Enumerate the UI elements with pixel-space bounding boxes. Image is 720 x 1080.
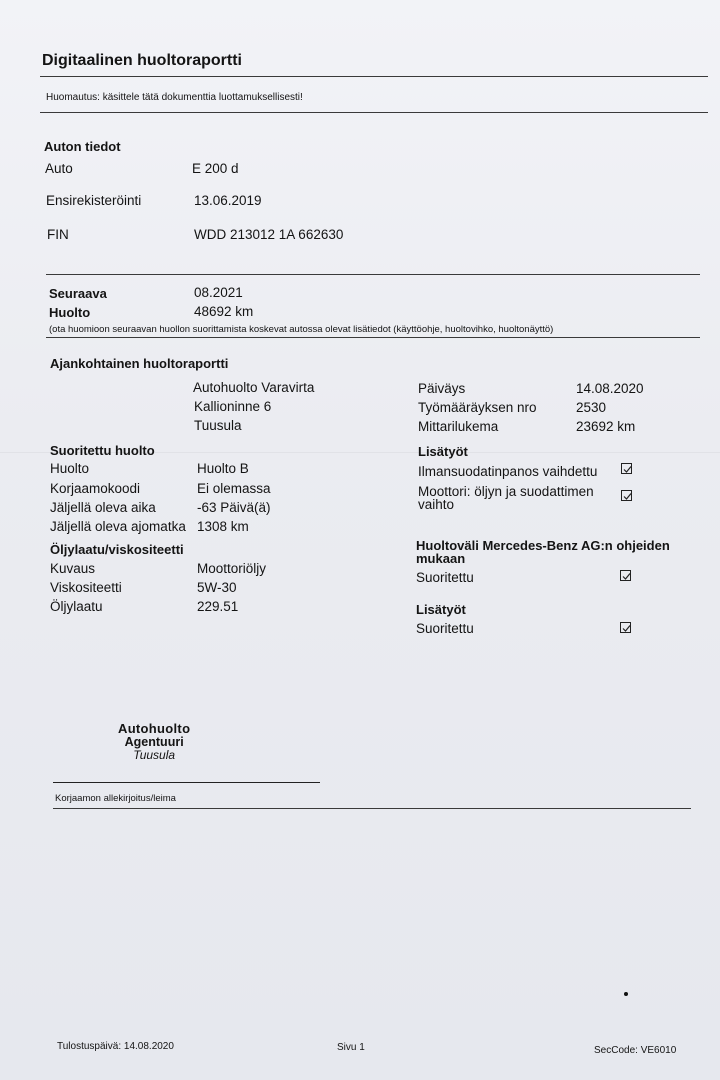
checkbox-checked-icon (621, 463, 632, 474)
section-heading-report: Ajankohtainen huoltoraportti (50, 356, 229, 371)
field-value-viskositeetti: 5W-30 (197, 580, 237, 595)
checkbox-checked-icon (620, 570, 631, 581)
divider (40, 76, 708, 77)
workshop-stamp (118, 722, 190, 761)
signature-label: Korjaamon allekirjoitus/leima (55, 793, 176, 804)
footer-seccode: SecCode: VE6010 (594, 1045, 677, 1056)
lisatyo-oljy-line2: vaihto (418, 497, 455, 512)
section-heading-lisatyot: Lisätyöt (418, 444, 468, 459)
lisatyo-oljy-line1: Moottori: öljyn ja suodattimen (418, 484, 594, 499)
footer-page-number: Sivu 1 (337, 1042, 365, 1053)
info-label-mittarilukema: Mittarilukema (418, 419, 499, 434)
field-value-fin: WDD 213012 1A 662630 (194, 227, 344, 242)
field-label-huolto: Huolto (50, 461, 90, 476)
info-label-tyomaarays: Työmääräyksen nro (418, 400, 537, 415)
section-heading-oljy: Öljylaatu/viskositeetti (50, 542, 184, 557)
divider (46, 337, 700, 338)
field-value-korjaamokoodi: Ei olemassa (197, 481, 271, 496)
huolto-label: Huolto (49, 305, 91, 320)
field-label-oljylaatu: Öljylaatu (50, 599, 103, 614)
divider (40, 112, 708, 113)
field-label-korjaamokoodi: Korjaamokoodi (50, 481, 141, 496)
section-heading-suoritettu: Suoritettu huolto (50, 443, 155, 458)
field-label-jaljella-ajomatka: Jäljellä oleva ajomatka (50, 519, 186, 534)
workshop-street: Kallioninne 6 (194, 399, 272, 414)
field-value-kuvaus: Moottoriöljy (197, 561, 267, 576)
workshop-city: Tuusula (194, 418, 242, 433)
field-label-auto: Auto (45, 161, 73, 176)
divider (53, 808, 691, 809)
field-value-jaljella-aika: -63 Päivä(ä) (197, 500, 271, 515)
document-title: Digitaalinen huoltoraportti (42, 52, 242, 69)
divider (46, 274, 700, 275)
seuraava-value: 08.2021 (194, 285, 243, 300)
section-heading-auton-tiedot: Auton tiedot (44, 139, 121, 154)
confidential-notice: Huomautus: käsittele tätä dokumenttia luottamuksellisesti! (46, 92, 303, 103)
lisatyot2-item: Suoritettu (416, 621, 474, 636)
lisatyo-ilmansuodatin: Ilmansuodatinpanos vaihdettu (418, 464, 598, 479)
info-label-paivays: Päiväys (418, 381, 466, 396)
field-value-auto: E 200 d (192, 161, 239, 176)
field-label-ensirekisterointi: Ensirekisteröinti (46, 193, 142, 208)
info-value-mittarilukema: 23692 km (576, 419, 636, 434)
field-label-jaljella-aika: Jäljellä oleva aika (50, 500, 156, 515)
workshop-name: Autohuolto Varavirta (193, 380, 315, 395)
stamp-line-2: Agentuuri (124, 734, 184, 749)
seuraava-label: Seuraava (49, 286, 107, 301)
info-value-paivays: 14.08.2020 (576, 381, 644, 396)
field-label-kuvaus: Kuvaus (50, 561, 96, 576)
stamp-line-3: Tuusula (133, 747, 176, 762)
huoltovali-item: Suoritettu (416, 570, 474, 585)
ink-dot (624, 992, 628, 996)
seuraava-note: (ota huomioon seuraavan huollon suorittamista koskevat autossa olevat lisätiedot (käyttöohje, huoltovihko, huoltonäyttö) (49, 324, 554, 335)
info-value-tyomaarays: 2530 (576, 400, 607, 415)
huolto-value: 48692 km (194, 304, 254, 319)
field-value-ensirekisterointi: 13.06.2019 (194, 193, 262, 208)
field-label-fin: FIN (47, 227, 69, 242)
huoltovali-heading-line1: Huoltoväli Mercedes-Benz AG:n ohjeiden (416, 538, 670, 553)
section-heading-lisatyot-2: Lisätyöt (416, 602, 466, 617)
field-value-jaljella-ajomatka: 1308 km (197, 519, 249, 534)
signature-line (53, 782, 320, 783)
field-label-viskositeetti: Viskositeetti (50, 580, 122, 595)
huoltovali-heading-line2: mukaan (416, 551, 466, 566)
field-value-huolto: Huolto B (197, 461, 249, 476)
checkbox-checked-icon (620, 622, 631, 633)
field-value-oljylaatu: 229.51 (197, 599, 239, 614)
stamp-line-1: Autohuolto (118, 721, 191, 736)
footer-print-date: Tulostuspäivä: 14.08.2020 (57, 1041, 174, 1052)
checkbox-checked-icon (621, 490, 632, 501)
